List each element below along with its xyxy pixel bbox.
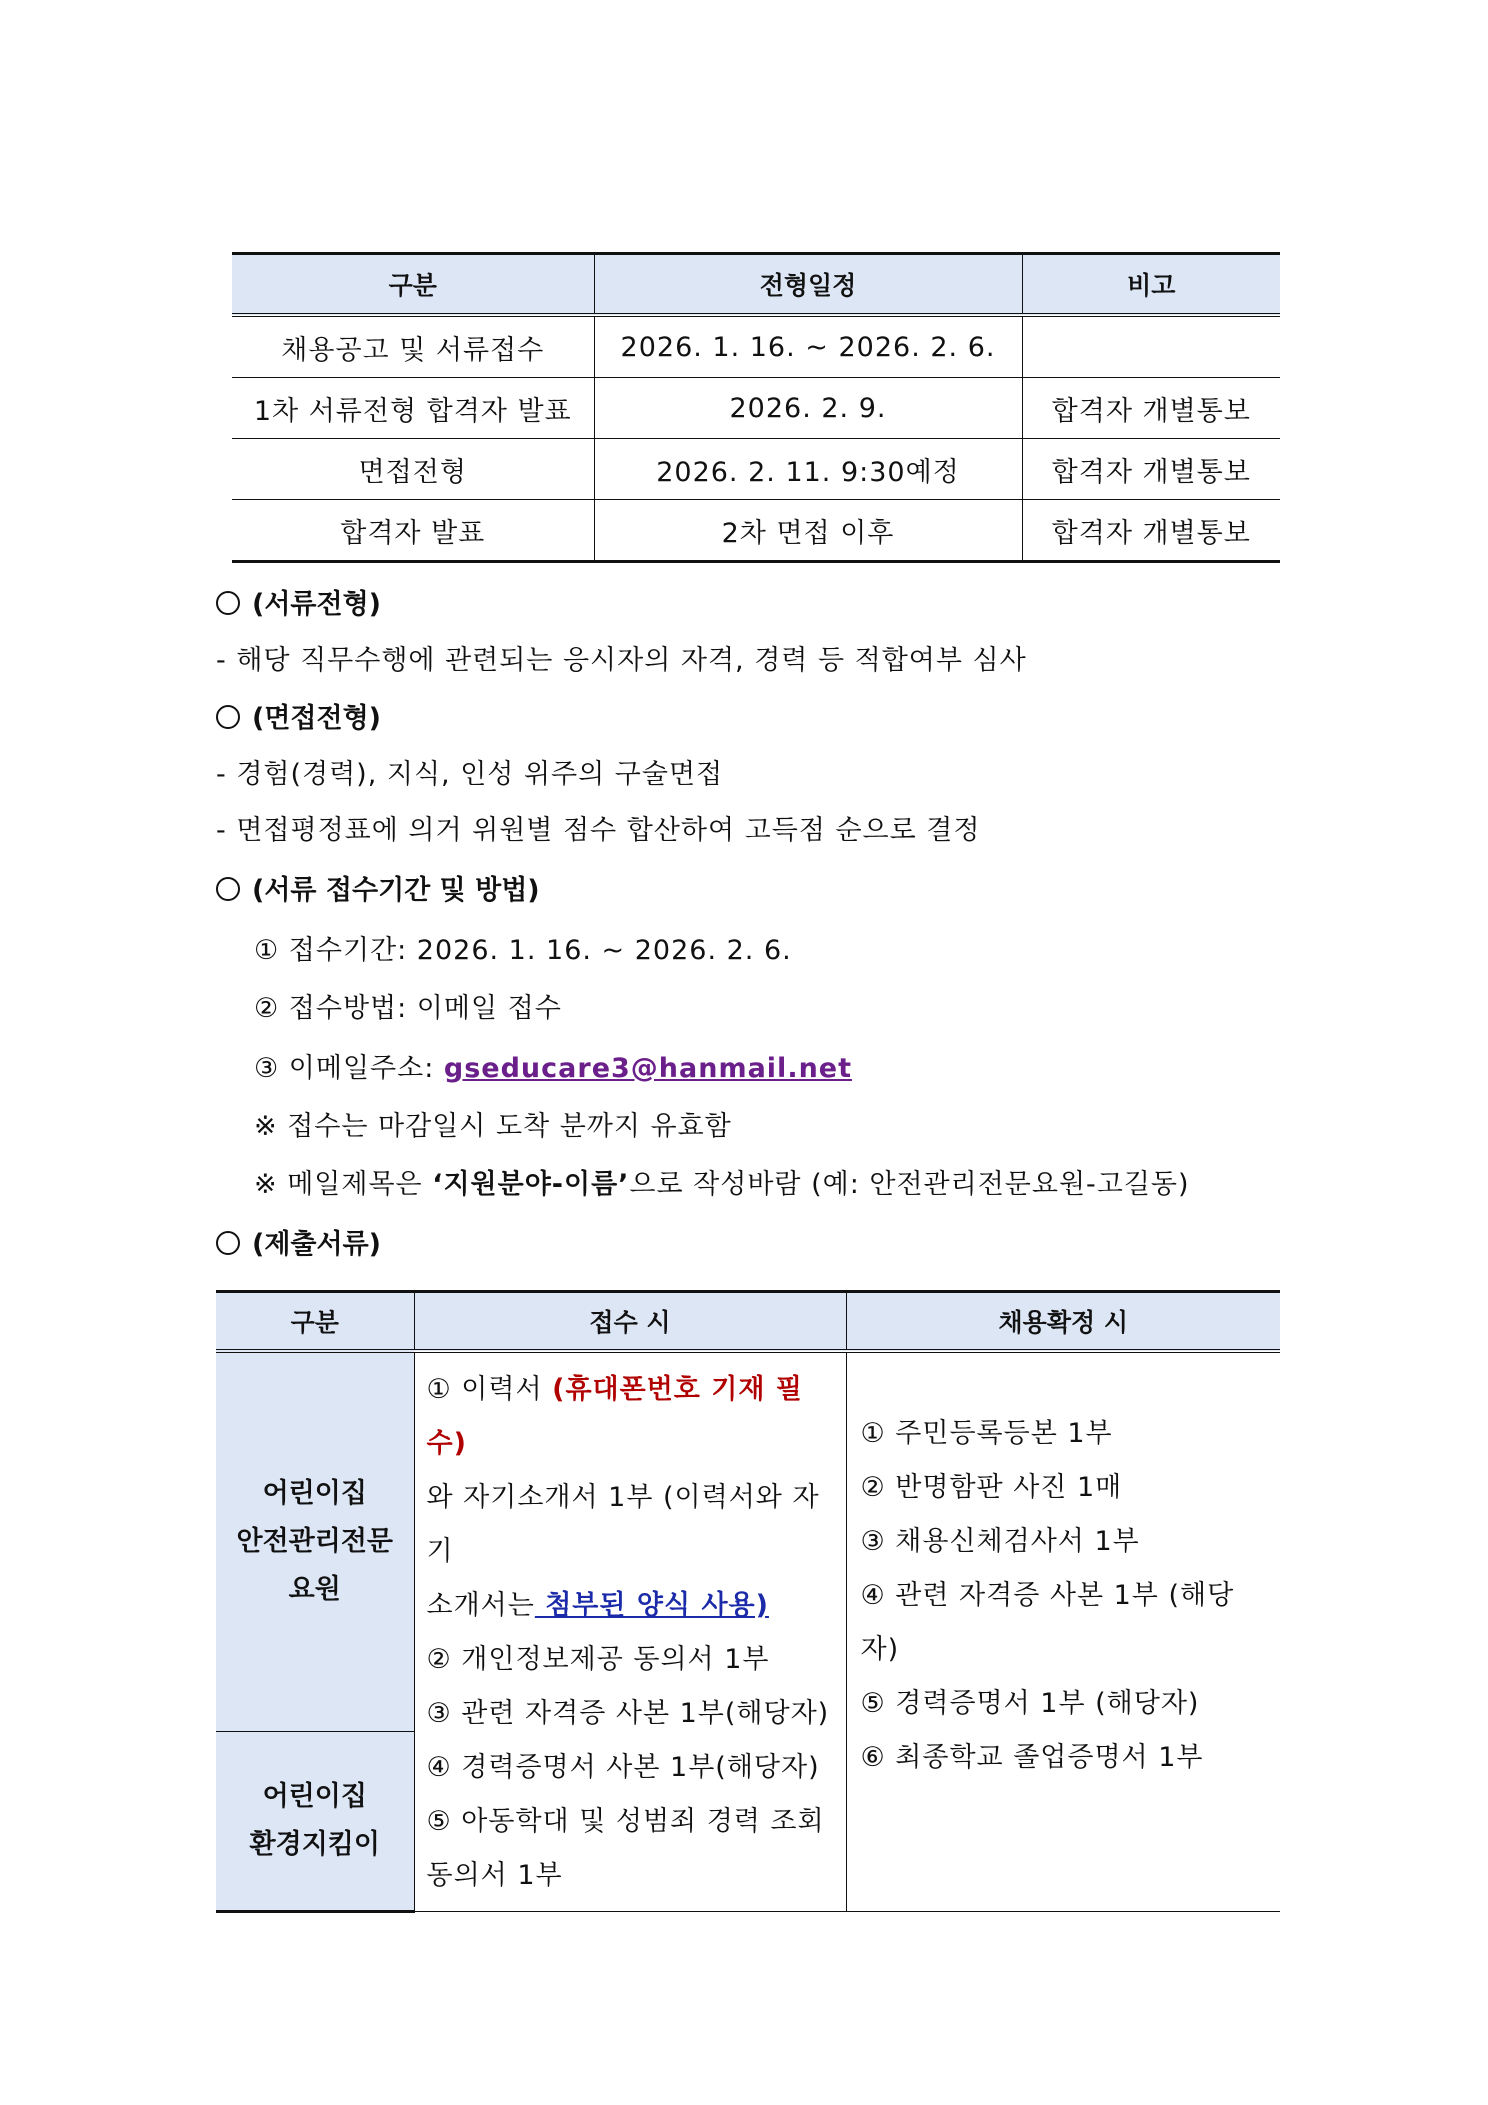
receipt-item-1-line3 xyxy=(427,1579,834,1633)
schedule-cell: 면접전형 xyxy=(232,439,594,500)
confirm-item: ⑥ 최종학교 졸업증명서 1부 xyxy=(860,1742,1204,1773)
docs-category-safety xyxy=(216,1351,414,1732)
schedule-cell: 2026. 2. 11. 9:30예정 xyxy=(594,439,1022,500)
section-title-text: (면접전형) xyxy=(252,703,382,734)
docs-confirm-cell xyxy=(846,1351,1280,1912)
section-title-doc-screening xyxy=(216,582,381,621)
section-title-application xyxy=(216,868,540,907)
section-title-text: (제출서류) xyxy=(252,1229,382,1260)
category-line: 환경지킴이 xyxy=(249,1829,380,1861)
receipt-form-text: 첨부된 양식 사용) xyxy=(534,1590,769,1621)
application-method: ② 접수방법: 이메일 접수 xyxy=(254,993,562,1024)
table-row xyxy=(232,315,1280,378)
receipt-required-text: (휴대폰번호 기재 필수) xyxy=(426,1374,803,1459)
schedule-cell: 2차 면접 이후 xyxy=(594,500,1022,562)
application-note-2 xyxy=(254,1162,1190,1201)
receipt-item-3: ③ 관련 자격증 사본 1부(해당자) xyxy=(426,1698,830,1729)
category-line: 어린이집 xyxy=(262,1781,367,1813)
category-line: 안전관리전문 xyxy=(236,1526,393,1558)
schedule-cell: 1차 서류전형 합격자 발표 xyxy=(232,378,594,439)
receipt-item-5-line2: 동의서 1부 xyxy=(426,1860,563,1891)
schedule-cell xyxy=(1022,315,1280,378)
docs-header-row xyxy=(216,1292,1280,1352)
note-text: 으로 작성바람 (예: 안전관리전문요원-고길동) xyxy=(629,1169,1190,1200)
schedule-cell: 2026. 1. 16. ~ 2026. 2. 6. xyxy=(594,315,1022,378)
docs-header-category: 구분 xyxy=(216,1292,414,1352)
receipt-text: 소개서는 xyxy=(426,1590,535,1621)
confirm-item: ④ 관련 자격증 사본 1부 (해당자) xyxy=(860,1580,1235,1665)
category-line: 요원 xyxy=(288,1574,341,1606)
confirm-item: ① 주민등록등본 1부 xyxy=(860,1418,1113,1449)
email-label: ③ 이메일주소: xyxy=(254,1053,444,1084)
receipt-item-4: ④ 경력증명서 사본 1부(해당자) xyxy=(426,1752,820,1783)
schedule-cell: 합격자 개별통보 xyxy=(1022,378,1280,439)
circle-bullet-icon xyxy=(216,1231,240,1255)
schedule-cell: 채용공고 및 서류접수 xyxy=(232,315,594,378)
application-email-line xyxy=(254,1046,852,1085)
note-text: ※ 메일제목은 xyxy=(254,1169,433,1200)
confirm-item: ⑤ 경력증명서 1부 (해당자) xyxy=(860,1688,1200,1719)
schedule-cell: 합격자 개별통보 xyxy=(1022,439,1280,500)
table-row xyxy=(232,500,1280,562)
email-link[interactable]: gseducare3@hanmail.net xyxy=(443,1053,853,1084)
circle-bullet-icon xyxy=(216,705,240,729)
doc-screening-line: - 해당 직무수행에 관련되는 응시자의 자격, 경력 등 적합여부 심사 xyxy=(216,645,1027,676)
schedule-cell: 합격자 개별통보 xyxy=(1022,500,1280,562)
schedule-cell: 합격자 발표 xyxy=(232,500,594,562)
section-title-interview xyxy=(216,696,381,735)
confirm-item: ③ 채용신체검사서 1부 xyxy=(860,1526,1140,1557)
application-period: ① 접수기간: 2026. 1. 16. ~ 2026. 2. 6. xyxy=(254,935,792,966)
schedule-header-date: 전형일정 xyxy=(594,254,1022,316)
docs-receipt-cell xyxy=(414,1351,846,1912)
documents-table xyxy=(216,1290,1280,1913)
section-title-text: (서류전형) xyxy=(252,589,382,620)
application-note-1: ※ 접수는 마감일시 도착 분까지 유효함 xyxy=(254,1111,732,1142)
docs-category-environment xyxy=(216,1732,414,1912)
receipt-text: ① 이력서 xyxy=(426,1374,553,1405)
receipt-item-1 xyxy=(427,1363,834,1471)
confirm-item: ② 반명함판 사진 1매 xyxy=(860,1472,1123,1503)
note-bold-text: ‘지원분야-이름’ xyxy=(432,1169,630,1200)
schedule-header-note: 비고 xyxy=(1022,254,1280,316)
table-row xyxy=(232,378,1280,439)
table-row xyxy=(232,439,1280,500)
schedule-cell: 2026. 2. 9. xyxy=(594,378,1022,439)
section-title-submission xyxy=(216,1222,381,1261)
schedule-header-row xyxy=(232,254,1280,316)
table-row xyxy=(216,1351,1280,1732)
schedule-header-category: 구분 xyxy=(232,254,594,316)
circle-bullet-icon xyxy=(216,877,240,901)
circle-bullet-icon xyxy=(216,591,240,615)
category-line: 어린이집 xyxy=(262,1478,367,1510)
receipt-item-5: ⑤ 아동학대 및 성범죄 경력 조회 xyxy=(426,1806,825,1837)
docs-header-receipt: 접수 시 xyxy=(414,1292,846,1352)
interview-line: - 경험(경력), 지식, 인성 위주의 구술면접 xyxy=(216,759,724,790)
interview-line: - 면접평정표에 의거 위원별 점수 합산하여 고득점 순으로 결정 xyxy=(216,815,981,846)
docs-header-confirm: 채용확정 시 xyxy=(846,1292,1280,1352)
schedule-table xyxy=(232,252,1280,563)
receipt-item-1-line2: 와 자기소개서 1부 (이력서와 자기 xyxy=(426,1482,820,1567)
section-title-text: (서류 접수기간 및 방법) xyxy=(252,875,540,906)
receipt-item-2: ② 개인정보제공 동의서 1부 xyxy=(426,1644,770,1675)
